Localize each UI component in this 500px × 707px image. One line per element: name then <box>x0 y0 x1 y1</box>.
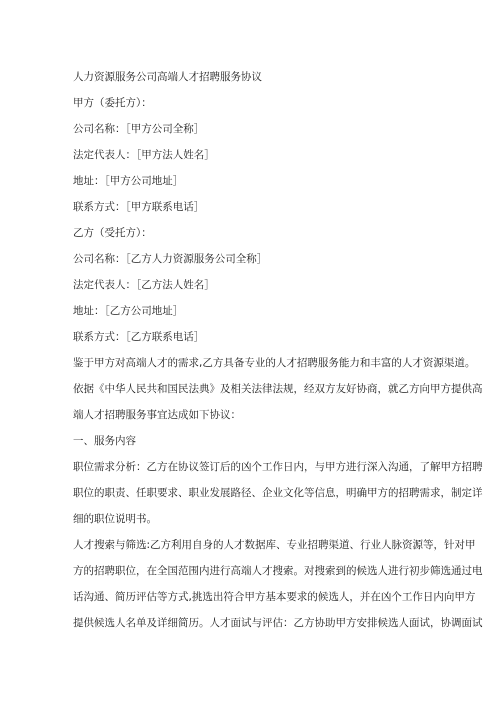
party-b-heading: 乙方（受托方）： <box>73 227 152 239</box>
party-b-contact: 联系方式：［乙方联系电话］ <box>73 331 205 343</box>
party-b-company: 公司名称：［乙方人力资源服务公司全称］ <box>73 253 268 265</box>
party-a-heading: 甲方（委托方）： <box>73 97 152 109</box>
party-a-contact: 联系方式：［甲方联系电话］ <box>73 201 205 213</box>
party-a-address: 地址：［甲方公司地址］ <box>73 175 184 187</box>
party-a-company: 公司名称：［甲方公司全称］ <box>73 123 205 135</box>
party-b-address: 地址：［乙方公司地址］ <box>73 305 184 317</box>
preamble-line: 鉴于甲方对高端人才的需求,乙方具备专业的人才招聘服务能力和丰富的人才资源渠道。 <box>73 357 476 369</box>
preamble-line: 端人才招聘服务事宜达成如下协议： <box>73 409 241 421</box>
paragraph-line: 职位需求分析：乙方在协议签订后的凶个工作日内，与甲方进行深入沟通，了解甲方招聘 <box>73 461 483 473</box>
party-a-legal-rep: 法定代表人：［甲方法人姓名］ <box>73 149 215 161</box>
paragraph-line: 提供候选人名单及详细简历。人才面试与评估：乙方协助甲方安排候选人面试，协调面试 <box>73 617 483 629</box>
section-heading: 一、服务内容 <box>73 435 136 447</box>
party-b-legal-rep: 法定代表人：［乙方法人姓名］ <box>73 279 215 291</box>
preamble-line: 依据《中华人民共和国民法典》及相关法律法规，经双方友好协商，就乙方向甲方提供高 <box>73 383 483 395</box>
paragraph-line: 人才搜索与筛选:乙方利用自身的人才数据库、专业招聘渠道、行业人脉资源等，针对甲 <box>73 539 476 551</box>
paragraph-line: 话沟通、简历评估等方式,挑选出符合甲方基本要求的候选人，并在凶个工作日内向甲方 <box>73 591 476 603</box>
paragraph-line: 职位的职责、任职要求、职业发展路径、企业文化等信息，明确甲方的招聘需求，制定详 <box>73 487 483 499</box>
paragraph-line: 方的招聘职位，在全国范围内进行高端人才搜索。对搜索到的候选人进行初步筛选通过电 <box>73 565 483 577</box>
paragraph-line: 细的职位说明书。 <box>73 513 157 525</box>
document-title: 人力资源服务公司高端人才招聘服务协议 <box>73 71 262 83</box>
